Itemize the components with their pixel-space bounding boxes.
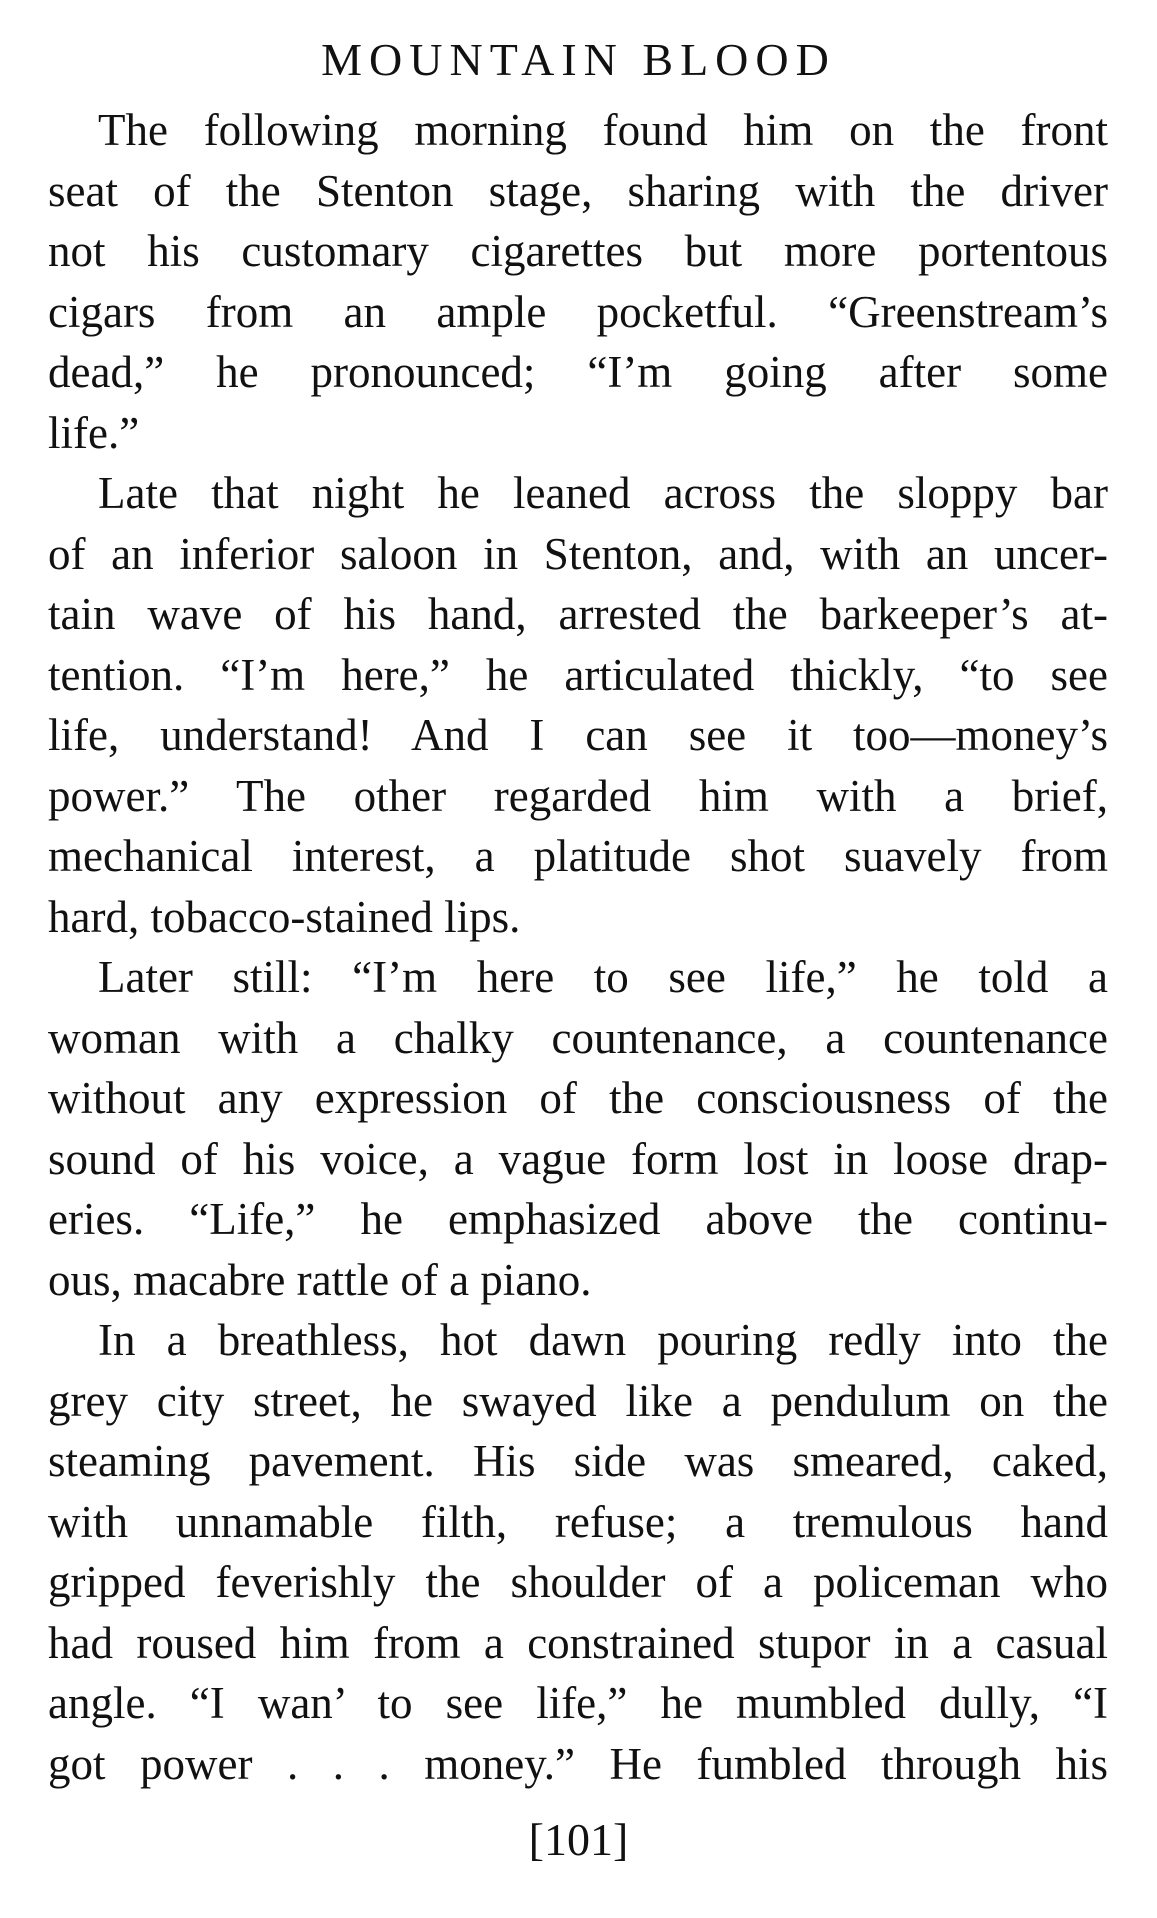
text-line: sound of his voice, a vague form lost in loose drap- [48,1133,1108,1184]
text-line: eries. “Life,” he emphasized above the continu- [48,1194,1108,1244]
paragraph-1 [48,100,1108,463]
text-line: not his customary cigarettes but more portentous [48,226,1108,276]
body-text [48,100,1108,1794]
paragraph-4 [48,1310,1108,1794]
text-line: woman with a chalky countenance, a countenance [48,1012,1108,1063]
text-line: mechanical interest, a platitude shot suavely from [48,831,1108,881]
page-number: [101] [528,1814,629,1865]
text-line: dead,” he pronounced; “I’m going after some [48,347,1108,397]
text-line: cigars from an ample pocketful. “Greenstream’s [48,286,1108,337]
text-line: tain wave of his hand, arrested the barkeeper’s at- [48,589,1108,639]
text-line: had roused him from a constrained stupor in a casual [48,1617,1108,1668]
text-line: angle. “I wan’ to see life,” he mumbled dully, “I [48,1678,1108,1728]
running-head: MOUNTAIN BLOOD [321,34,836,85]
text-line: power.” The other regarded him with a brief, [48,770,1108,821]
text-line: The following morning found him on the front [98,105,1108,155]
text-line: without any expression of the consciousness of the [48,1073,1108,1123]
text-line: grey city street, he swayed like a pendulum on the [48,1375,1108,1426]
text-line: life.” [48,407,140,458]
paragraph-3 [48,947,1108,1310]
text-line: ous, macabre rattle of a piano. [48,1254,592,1305]
text-line: life, understand! And I can see it too—money’s [48,710,1108,760]
text-line: of an inferior saloon in Stenton, and, with an uncer- [48,528,1108,579]
text-line: In a breathless, hot dawn pouring redly into the [98,1315,1108,1365]
text-line: gripped feverishly the shoulder of a policeman who [48,1557,1108,1607]
text-line: hard, tobacco-stained lips. [48,891,521,942]
text-line: tention. “I’m here,” he articulated thickly, “to see [48,649,1108,700]
text-line: seat of the Stenton stage, sharing with the driver [48,165,1108,216]
text-line: Later still: “I’m here to see life,” he told a [98,952,1108,1002]
text-line: Late that night he leaned across the sloppy bar [98,468,1108,518]
paragraph-2 [48,463,1108,947]
text-line: steaming pavement. His side was smeared, caked, [48,1436,1108,1486]
text-line: with unnamable filth, refuse; a tremulous hand [48,1496,1108,1547]
text-line: got power . . . money.” He fumbled through his [48,1738,1108,1789]
